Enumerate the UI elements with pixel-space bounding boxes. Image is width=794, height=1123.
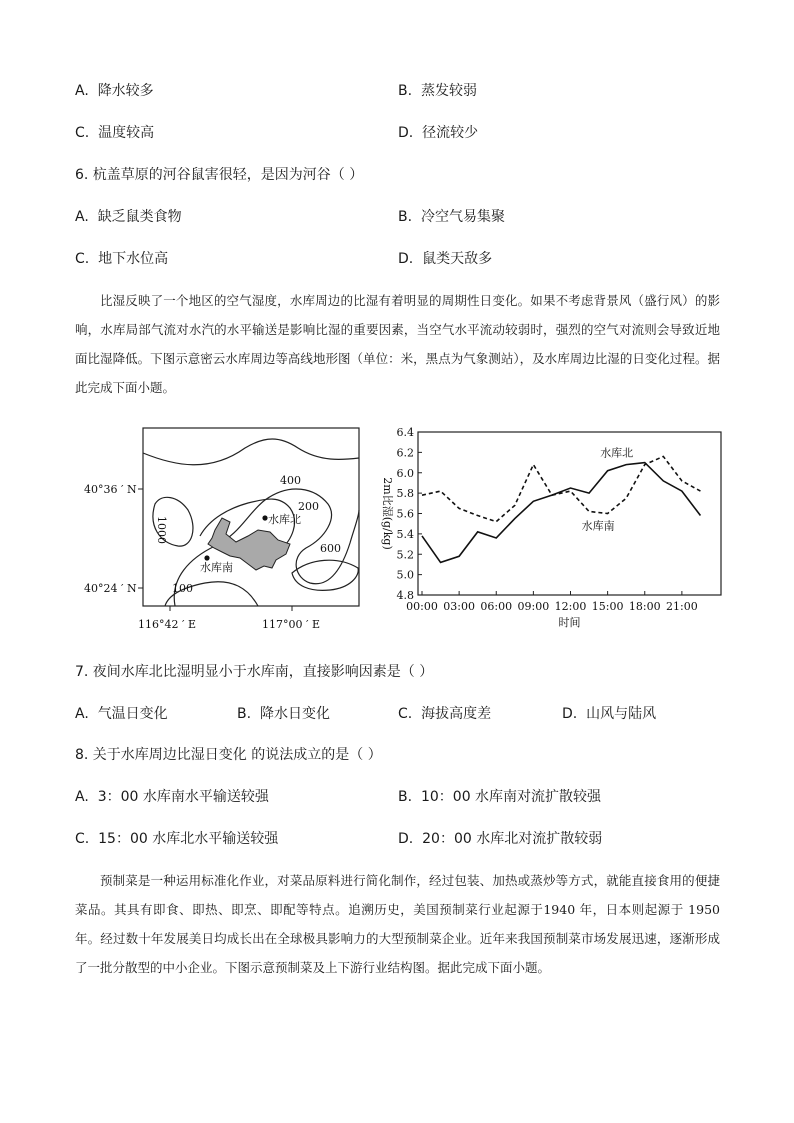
q8-option-a xyxy=(75,786,269,806)
option-letter: D. xyxy=(398,831,414,847)
y-tick-label: 4.8 xyxy=(396,589,414,602)
passage-text: 预制菜是一种运用标准化作业，对菜品原料进行简化制作，经过包装、加热或蒸炒等方式，就能直接食用的便捷菜品。其具有即食、即热、即烹、即配等特点。追溯历史，美国预制菜行业起源于1940 年，日本则起源于 1950 年。经过数十年发展美日均成长出在全球极具影响力的大型预制菜企业。近年来我国预制菜市场发展迅速，逐渐形成了一批分散型的中小企业。下图示意预制菜及上下游行业结构图。据此完成下面小题。 xyxy=(75,873,720,975)
contour-lines xyxy=(143,439,359,606)
x-tick-label: 12:00 xyxy=(554,600,587,613)
option-letter: A. xyxy=(75,209,89,225)
option-text: 3：00 水库南水平输送较强 xyxy=(97,789,269,805)
option-letter: D. xyxy=(562,706,578,722)
y-tick-label: 5.6 xyxy=(396,507,414,521)
x-tick-label: 03:00 xyxy=(443,600,475,613)
station-south-marker xyxy=(204,555,209,560)
option-text: 20：00 水库北对流扩散较弱 xyxy=(422,831,603,847)
option-letter: D. xyxy=(398,251,414,267)
x-tick-label: 09:00 xyxy=(517,600,550,613)
lat-label-south: 40°24 ′ N xyxy=(84,582,137,595)
q5-option-a xyxy=(75,80,154,100)
x-tick-label: 18:00 xyxy=(628,600,661,613)
series-label: 水库北 xyxy=(600,446,634,460)
y-tick-label: 5.8 xyxy=(396,487,414,501)
q7-option-d xyxy=(562,703,656,723)
option-letter: C. xyxy=(75,831,90,847)
x-tick-label: 06:00 xyxy=(480,600,513,613)
q5-option-c xyxy=(75,122,154,142)
option-letter: B. xyxy=(398,789,413,805)
q6-option-d xyxy=(398,248,492,268)
q5-option-d xyxy=(398,122,478,142)
y-axis-label: 2m比湿(g/kg) xyxy=(381,477,394,550)
option-letter: C. xyxy=(75,251,90,267)
q7-option-a xyxy=(75,703,168,723)
option-text: 蒸发较弱 xyxy=(420,83,477,99)
y-tick-label: 6.0 xyxy=(396,466,414,480)
lon-label-west: 116°42 ′ E xyxy=(138,618,197,631)
q8-option-d xyxy=(398,828,602,848)
humidity-line-chart xyxy=(370,422,730,638)
option-letter: B. xyxy=(237,706,252,722)
chart-frame xyxy=(418,432,721,595)
option-letter: D. xyxy=(398,125,414,141)
q7-stem: 7. 夜间水库北比湿明显小于水库南，直接影响因素是（ ） xyxy=(75,664,434,680)
x-axis-label: 时间 xyxy=(558,616,581,629)
passage-prepared-food xyxy=(75,866,720,982)
y-tick-label: 6.4 xyxy=(396,426,414,439)
contour-label-200: 200 xyxy=(298,500,319,513)
q6-stem: 6. 杭盖草原的河谷鼠害很轻，是因为河谷（ ） xyxy=(75,167,364,183)
y-tick-label: 5.2 xyxy=(396,548,414,562)
series-line-1 xyxy=(422,456,700,521)
option-text: 降水较多 xyxy=(97,83,154,99)
y-tick-label: 5.0 xyxy=(396,568,414,582)
q6-option-c xyxy=(75,248,168,268)
option-letter: A. xyxy=(75,83,89,99)
option-text: 10：00 水库南对流扩散较强 xyxy=(420,789,602,805)
option-text: 冷空气易集聚 xyxy=(420,209,505,225)
q8-stem: 8. 关于水库周边比湿日变化 的说法成立的是（ ） xyxy=(75,747,382,763)
option-text: 温度较高 xyxy=(98,125,155,141)
q7-option-c xyxy=(398,703,491,723)
station-label-north: 水库北 xyxy=(268,513,301,526)
q6-option-a xyxy=(75,206,182,226)
q7-option-b xyxy=(237,703,330,723)
option-text: 海拔高度差 xyxy=(421,706,492,722)
option-text: 15：00 水库北水平输送较强 xyxy=(98,831,279,847)
series-label: 水库南 xyxy=(581,519,615,533)
x-tick-label: 21:00 xyxy=(666,600,698,613)
option-letter: B. xyxy=(398,209,413,225)
option-text: 地下水位高 xyxy=(98,251,169,267)
q5-option-b xyxy=(398,80,477,100)
contour-label-1000: 1000 xyxy=(155,516,168,544)
contour-label-600: 600 xyxy=(320,542,341,555)
station-north-marker xyxy=(262,515,267,520)
y-tick-label: 6.2 xyxy=(396,446,414,460)
option-text: 山风与陆风 xyxy=(586,706,657,722)
passage-text: 比湿反映了一个地区的空气湿度，水库周边的比湿有着明显的周期性日变化。如果不考虑背景风（盛行风）的影响，水库局部气流对水汽的水平输送是影响比湿的重要因素，当空气水平流动较弱时，强烈的空气对流则会导致近地面比湿降低。下图示意密云水库周边等高线地形图（单位：米，黑点为气象测站），及水库周边比湿的日变化过程。据此完成下面小题。 xyxy=(75,293,720,395)
q8-option-b xyxy=(398,786,601,806)
option-letter: C. xyxy=(75,125,90,141)
option-text: 降水日变化 xyxy=(259,706,330,722)
option-text: 缺乏鼠类食物 xyxy=(97,209,182,225)
option-letter: C. xyxy=(398,706,413,722)
option-text: 径流较少 xyxy=(422,125,479,141)
q6-option-b xyxy=(398,206,505,226)
contour-label-100: 100 xyxy=(172,582,193,595)
lat-label-north: 40°36 ′ N xyxy=(84,483,137,496)
option-text: 鼠类天敌多 xyxy=(422,251,493,267)
option-letter: B. xyxy=(398,83,413,99)
contour-map xyxy=(80,418,380,640)
contour-label-400: 400 xyxy=(280,474,301,487)
q8-option-c xyxy=(75,828,278,848)
station-label-south: 水库南 xyxy=(200,561,233,574)
passage-specific-humidity xyxy=(75,286,720,402)
option-text: 气温日变化 xyxy=(97,706,168,722)
y-tick-label: 5.4 xyxy=(396,527,414,541)
option-letter: A. xyxy=(75,706,89,722)
lon-label-east: 117°00 ′ E xyxy=(262,618,321,631)
option-letter: A. xyxy=(75,789,89,805)
series-line-0 xyxy=(422,463,700,563)
x-tick-label: 00:00 xyxy=(406,600,438,613)
x-tick-label: 15:00 xyxy=(591,600,624,613)
